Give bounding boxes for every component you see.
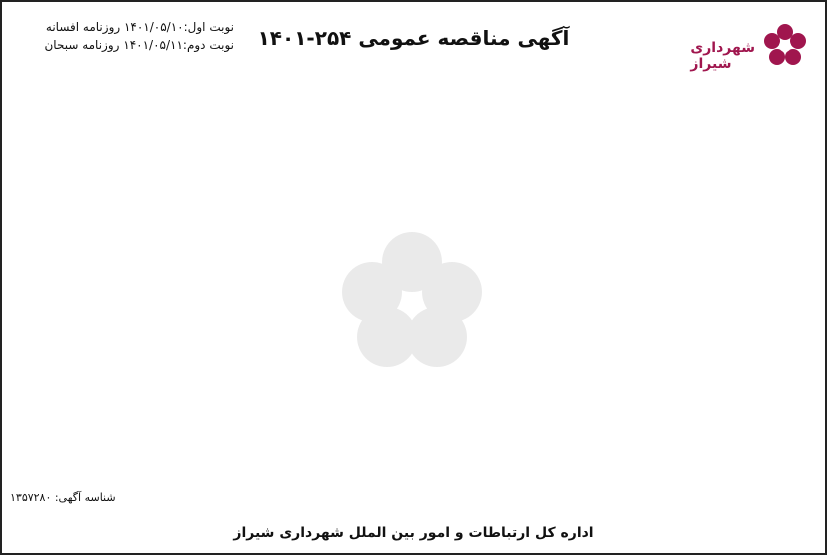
logo-text: شهرداری شیراز — [690, 40, 755, 72]
notice-id: شناسه آگهی: ۱۳۵۷۲۸۰ — [10, 491, 116, 504]
issuing-organization: اداره کل ارتباطات و امور بین الملل شهرداری شیراز — [233, 525, 594, 541]
notice-footer — [10, 491, 817, 541]
publication-note-first: نوبت اول:۱۴۰۱/۰۵/۱۰ روزنامه افسانه — [45, 20, 234, 34]
notice-body — [10, 94, 817, 483]
flower-emblem-icon — [759, 20, 811, 72]
publication-note-second: نوبت دوم:۱۴۰۱/۰۵/۱۱ روزنامه سبحان — [44, 38, 234, 52]
notice-header — [8, 8, 819, 88]
shiraz-municipality-logo — [691, 18, 811, 78]
notice-title: آگهی مناقصه عمومی ۲۵۴-۱۴۰۱ — [257, 26, 570, 50]
